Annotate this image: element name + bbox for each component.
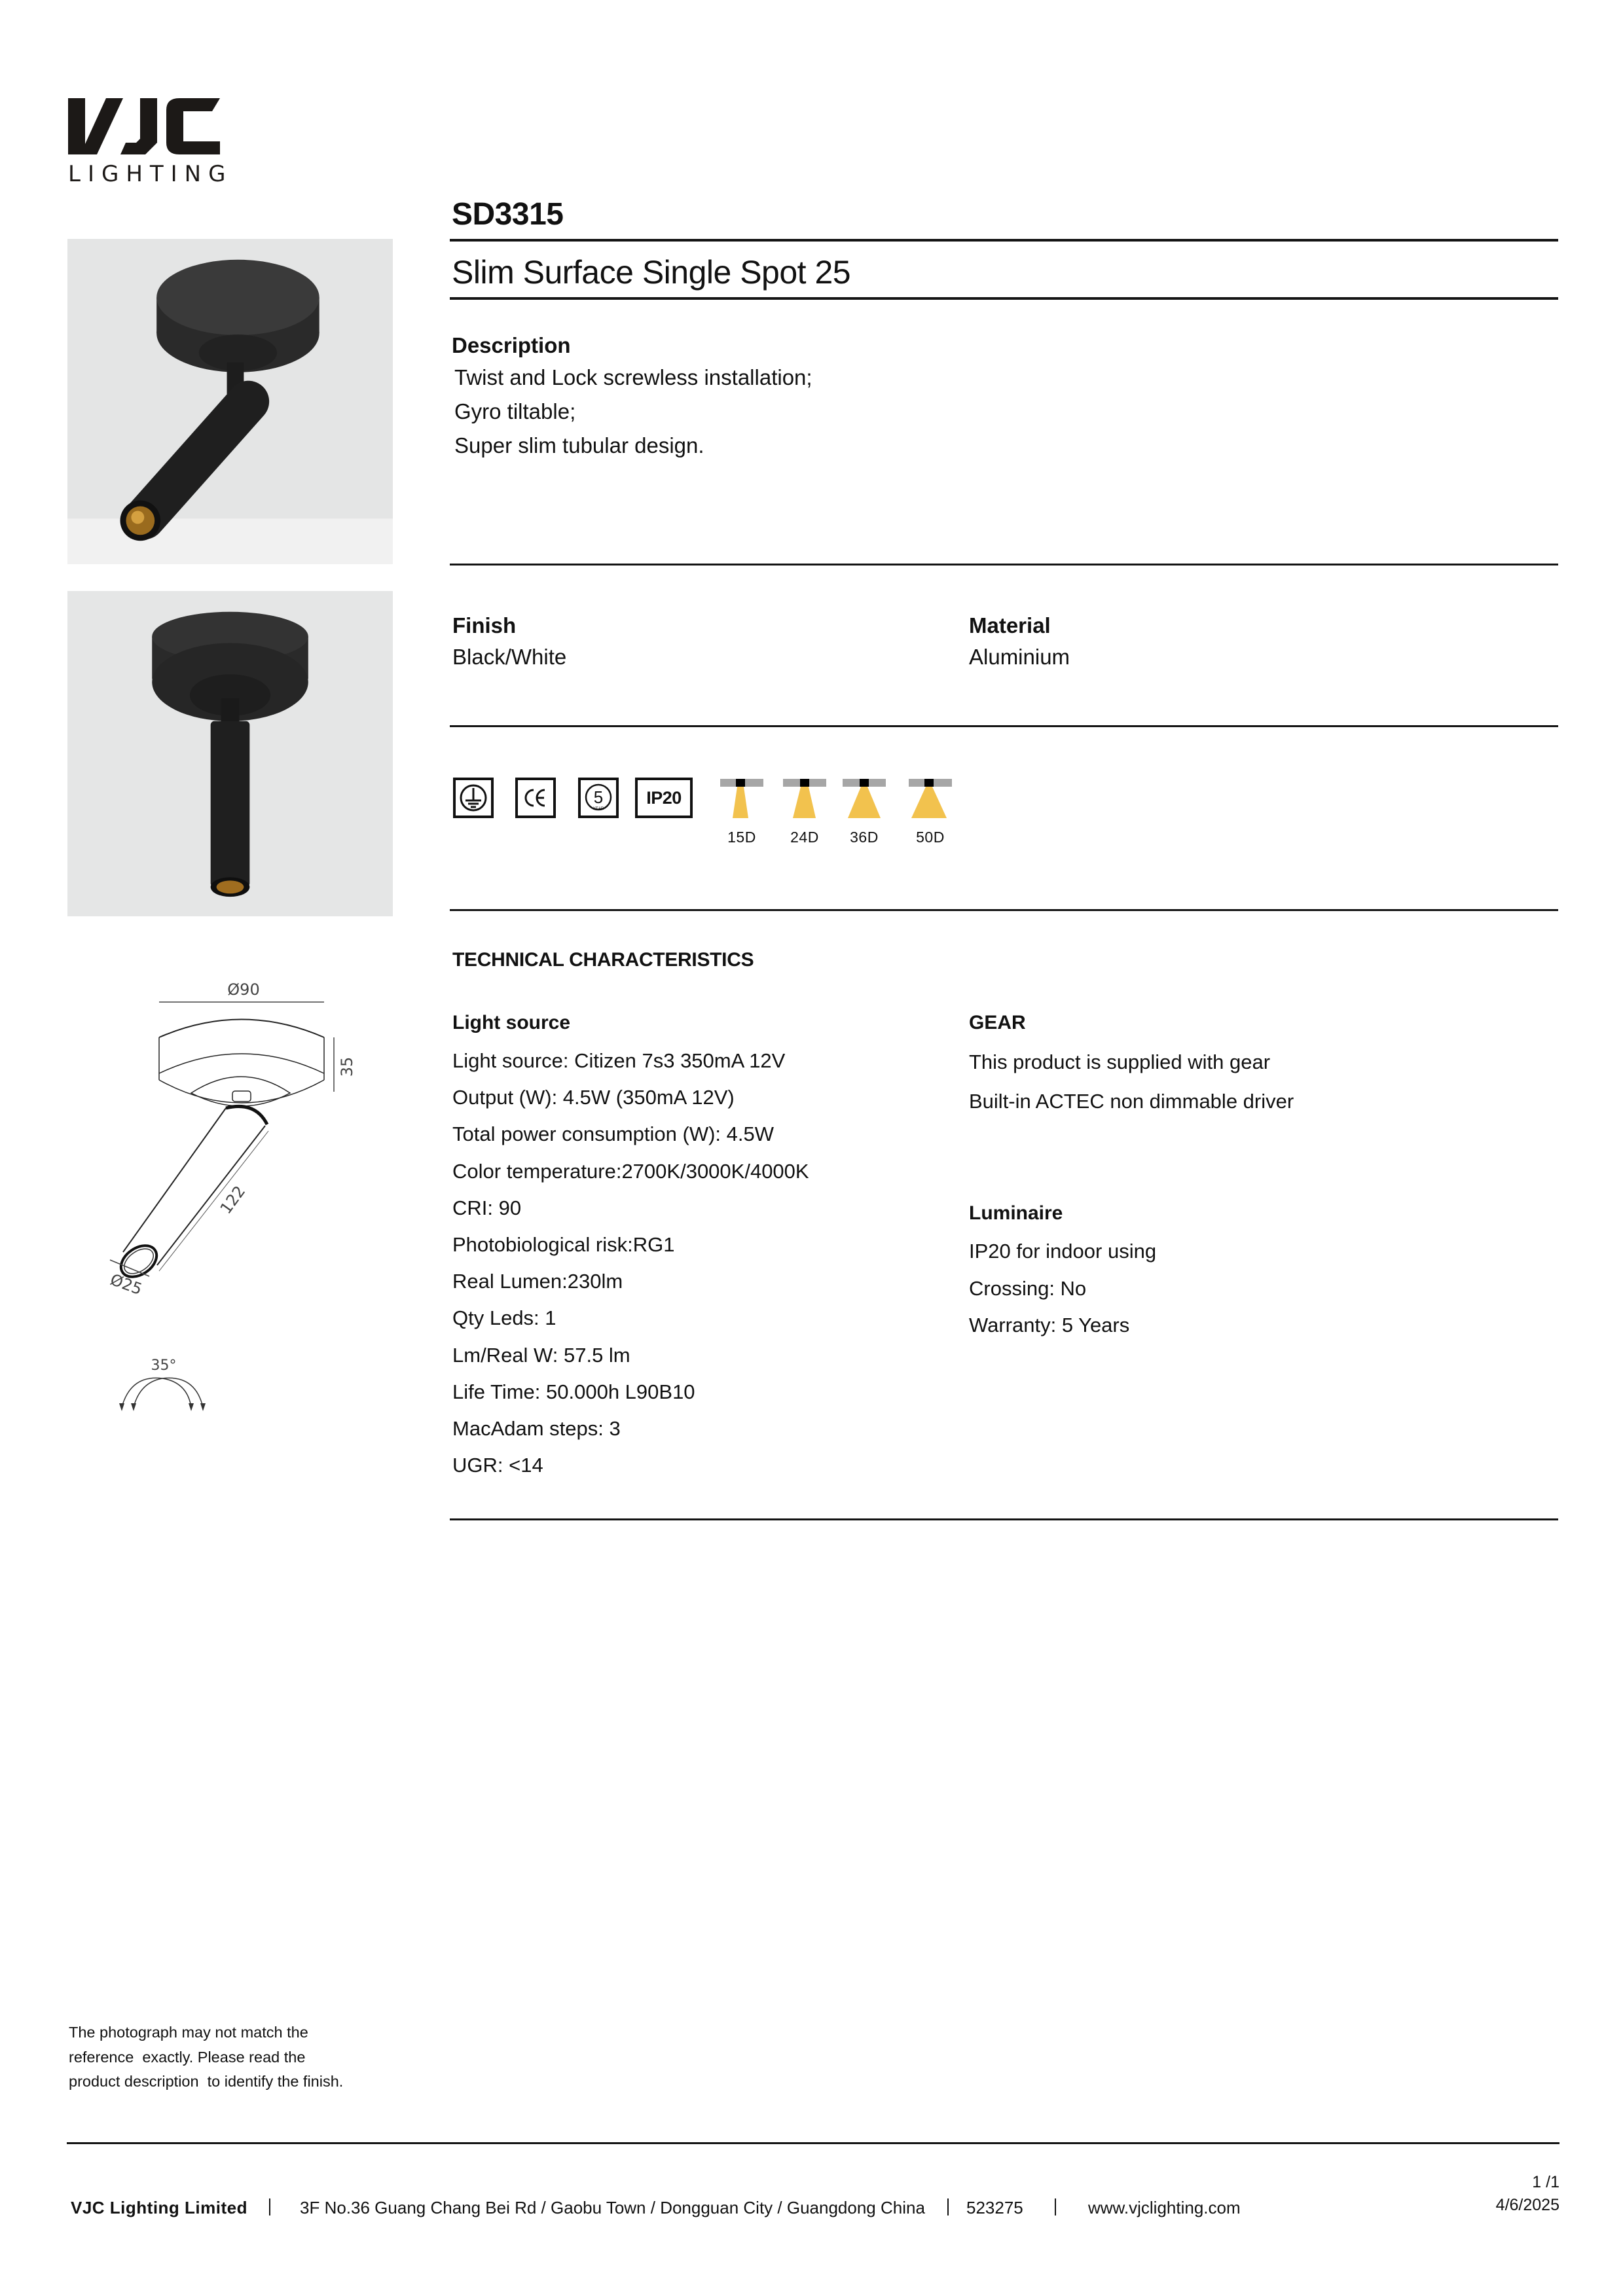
gear-line: This product is supplied with gear (969, 1050, 1271, 1073)
dimension-drawing (92, 962, 380, 1329)
spec-line: Lm/Real W: 57.5 lm (452, 1343, 630, 1367)
divider (450, 725, 1558, 727)
beam-label: 24D (790, 829, 819, 846)
spec-line: Photobiological risk:RG1 (452, 1232, 675, 1256)
company-name: VJC Lighting Limited (71, 2198, 247, 2217)
luminaire-section (969, 1200, 1493, 1344)
footer-website[interactable]: www.vjclighting.com (1088, 2198, 1241, 2217)
svg-text:Ø90: Ø90 (227, 980, 260, 999)
spec-line: Output (W): 4.5W (350mA 12V) (452, 1086, 735, 1109)
divider (450, 297, 1558, 300)
product-photo-tilted (67, 239, 393, 564)
vertical-spotlight-photo-icon (67, 591, 393, 916)
beam-36-icon (843, 779, 886, 818)
tilted-spotlight-photo-icon (67, 239, 393, 564)
product-name: Slim Surface Single Spot 25 (452, 254, 851, 291)
finish-heading: Finish (452, 613, 517, 637)
svg-text:35: 35 (338, 1056, 356, 1077)
spec-line: UGR: <14 (452, 1454, 543, 1477)
spec-line: CRI: 90 (452, 1196, 522, 1219)
divider (450, 564, 1558, 565)
svg-text:122: 122 (216, 1182, 249, 1218)
light-source-section (452, 1010, 911, 1484)
spec-line: Life Time: 50.000h L90B10 (452, 1380, 695, 1403)
gear-section (969, 1010, 1493, 1344)
tilt-arc-arrows-icon (92, 1335, 249, 1440)
tilt-angle-diagram (92, 1335, 249, 1440)
disclaimer-line: The photograph may not match the (69, 2024, 308, 2041)
disclaimer-line: product description to identify the finish. (69, 2073, 344, 2090)
luminaire-line: Crossing: No (969, 1276, 1087, 1300)
beam-label: 50D (916, 829, 945, 846)
spotlight-dimension-drawing-icon (92, 962, 380, 1329)
footer-company (71, 2198, 247, 2218)
description-line: Twist and Lock screwless installation; (454, 365, 812, 389)
svg-text:Ø25: Ø25 (107, 1270, 145, 1299)
light-source-heading: Light source (452, 1012, 571, 1033)
technical-title: TECHNICAL CHARACTERISTICS (452, 949, 754, 971)
earth-ground-icon (453, 778, 494, 818)
spec-line: Real Lumen:230lm (452, 1270, 623, 1293)
divider (450, 239, 1558, 242)
description-line: Gyro tiltable; (454, 399, 576, 423)
warranty-5-year-icon (578, 778, 619, 818)
spec-line: Color temperature:2700K/3000K/4000K (452, 1159, 809, 1183)
logo-subtext: LIGHTING (68, 161, 233, 187)
description-heading: Description (452, 333, 571, 357)
product-code: SD3315 (452, 197, 564, 232)
footer-postcode: 523275 (966, 2198, 1023, 2217)
photo-disclaimer (69, 2020, 409, 2094)
spec-line: Qty Leds: 1 (452, 1306, 556, 1330)
footer-address: 3F No.36 Guang Chang Bei Rd / Gaobu Town / Dongguan City / Guangdong China (300, 2198, 925, 2217)
spec-line: Total power consumption (W): 4.5W (452, 1122, 775, 1146)
gear-heading: GEAR (969, 1012, 1026, 1033)
beam-angle-36d (843, 779, 886, 846)
beam-15-icon (720, 779, 763, 818)
beam-50-icon (909, 779, 952, 818)
beam-angle-24d (783, 779, 826, 846)
footer-divider (67, 2142, 1559, 2144)
beam-24-icon (783, 779, 826, 818)
product-photo-vertical (67, 591, 393, 916)
page-number: 1 /1 (1532, 2173, 1559, 2191)
svg-text:5: 5 (593, 787, 604, 807)
footer-sep-1 (269, 2198, 270, 2218)
finish-value: Black/White (452, 645, 567, 669)
ce-mark-icon (515, 778, 556, 818)
disclaimer-line: reference exactly. Please read the (69, 2048, 306, 2066)
divider (450, 909, 1558, 911)
footer-sep-2 (947, 2198, 949, 2218)
beam-label: 36D (850, 829, 879, 846)
luminaire-line: Warranty: 5 Years (969, 1314, 1130, 1336)
divider (450, 1518, 1558, 1520)
spec-line: Light source: Citizen 7s3 350mA 12V (452, 1049, 786, 1072)
material-heading: Material (969, 613, 1051, 637)
svg-text:35°: 35° (151, 1357, 177, 1374)
ip20-badge: IP20 (635, 778, 693, 818)
beam-angle-50d (909, 779, 952, 846)
beam-angle-15d (720, 779, 763, 846)
material-section (969, 613, 1070, 670)
gear-line: Built-in ACTEC non dimmable driver (969, 1090, 1294, 1113)
beam-label: 15D (727, 829, 756, 846)
finish-section (452, 613, 566, 670)
description-line: Super slim tubular design. (454, 433, 704, 457)
svg-text:YEAR: YEAR (593, 807, 604, 811)
material-value: Aluminium (969, 645, 1070, 669)
document-date: 4/6/2025 (1495, 2196, 1559, 2214)
description-section (452, 332, 812, 463)
brand-logo (68, 98, 233, 187)
footer-sep-3 (1055, 2198, 1056, 2218)
spec-line: MacAdam steps: 3 (452, 1416, 621, 1440)
luminaire-heading: Luminaire (969, 1202, 1063, 1224)
luminaire-line: IP20 for indoor using (969, 1240, 1157, 1263)
vjc-logo-mark-icon (68, 98, 220, 156)
